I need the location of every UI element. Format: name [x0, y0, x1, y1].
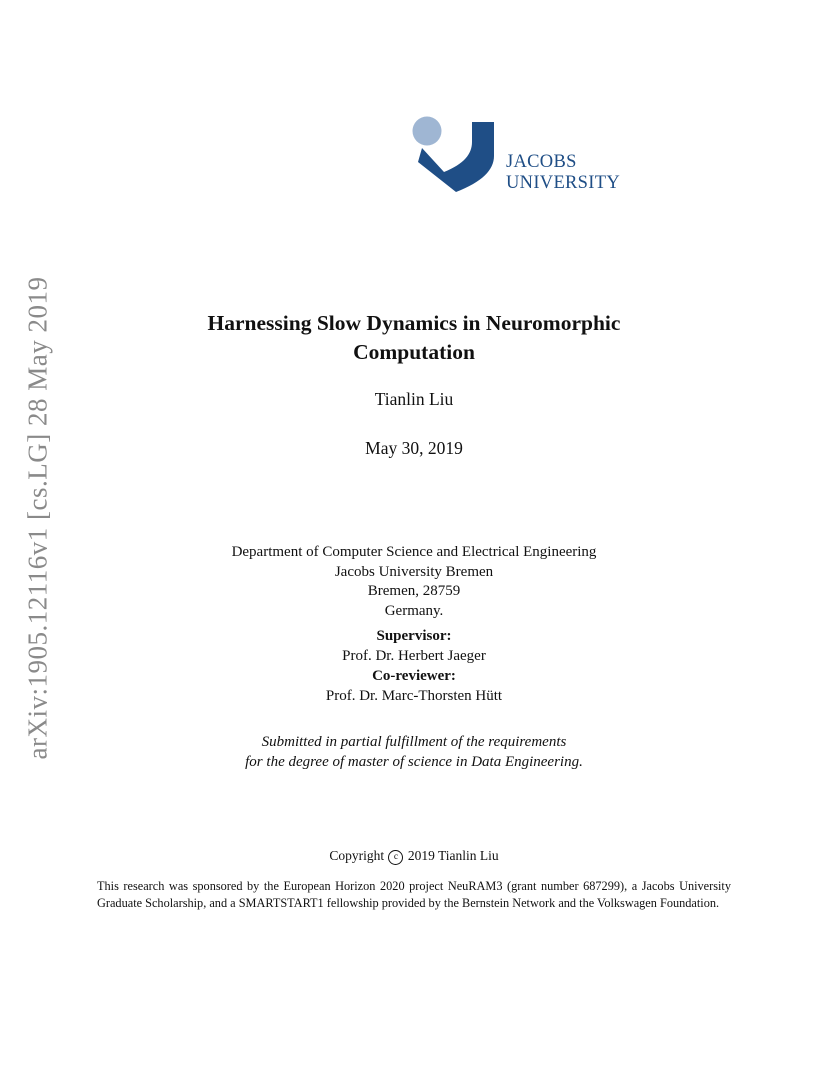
copyright-text: 2019 Tianlin Liu [407, 848, 499, 863]
submission-line-2: for the degree of master of science in Data Engineering. [245, 753, 583, 770]
university-wordmark [506, 152, 620, 194]
arxiv-identifier: arXiv:1905.12116v1 [cs.LG] 28 May 2019 [22, 276, 53, 760]
thesis-date: May 30, 2019 [365, 438, 463, 458]
coreviewer-label: Co-reviewer: [372, 668, 456, 684]
reviewers-block [60, 626, 768, 706]
title-line-2: Computation [353, 340, 475, 364]
university-name: Jacobs University Bremen [334, 563, 494, 580]
department: Department of Computer Science and Electrical Engineering [231, 544, 597, 560]
copyright-notice [60, 848, 768, 865]
university-crest-icon [410, 114, 500, 194]
copyright-prefix: Copyright [329, 848, 385, 863]
submission-line-1: Submitted in partial fulfillment of the requirements [261, 734, 567, 750]
title-line-1: Harnessing Slow Dynamics in Neuromorphic [207, 311, 621, 335]
submission-statement [60, 733, 768, 772]
sponsorship-note: This research was sponsored by the European Horizon 2020 project NeuRAM3 (grant number 687299), a Jacobs University Graduate Scholarship, and a SMARTSTART1 fellowship provided by the Bernstein Network and the Volkswagen Foundation. [97, 879, 731, 910]
supervisor-name: Prof. Dr. Herbert Jaeger [342, 648, 486, 664]
university-logo [410, 114, 640, 198]
thesis-title [60, 309, 768, 367]
wordmark-line-2: UNIVERSITY [506, 173, 620, 193]
supervisor-label: Supervisor: [376, 628, 452, 644]
wordmark-line-1: JACOBS [506, 152, 577, 172]
affiliation-block [60, 543, 768, 621]
author-name: Tianlin Liu [374, 389, 454, 409]
copyright-icon: c [388, 850, 403, 865]
city: Bremen, 28759 [367, 583, 461, 599]
coreviewer-name: Prof. Dr. Marc-Thorsten Hütt [325, 688, 503, 704]
country: Germany. [384, 602, 444, 619]
